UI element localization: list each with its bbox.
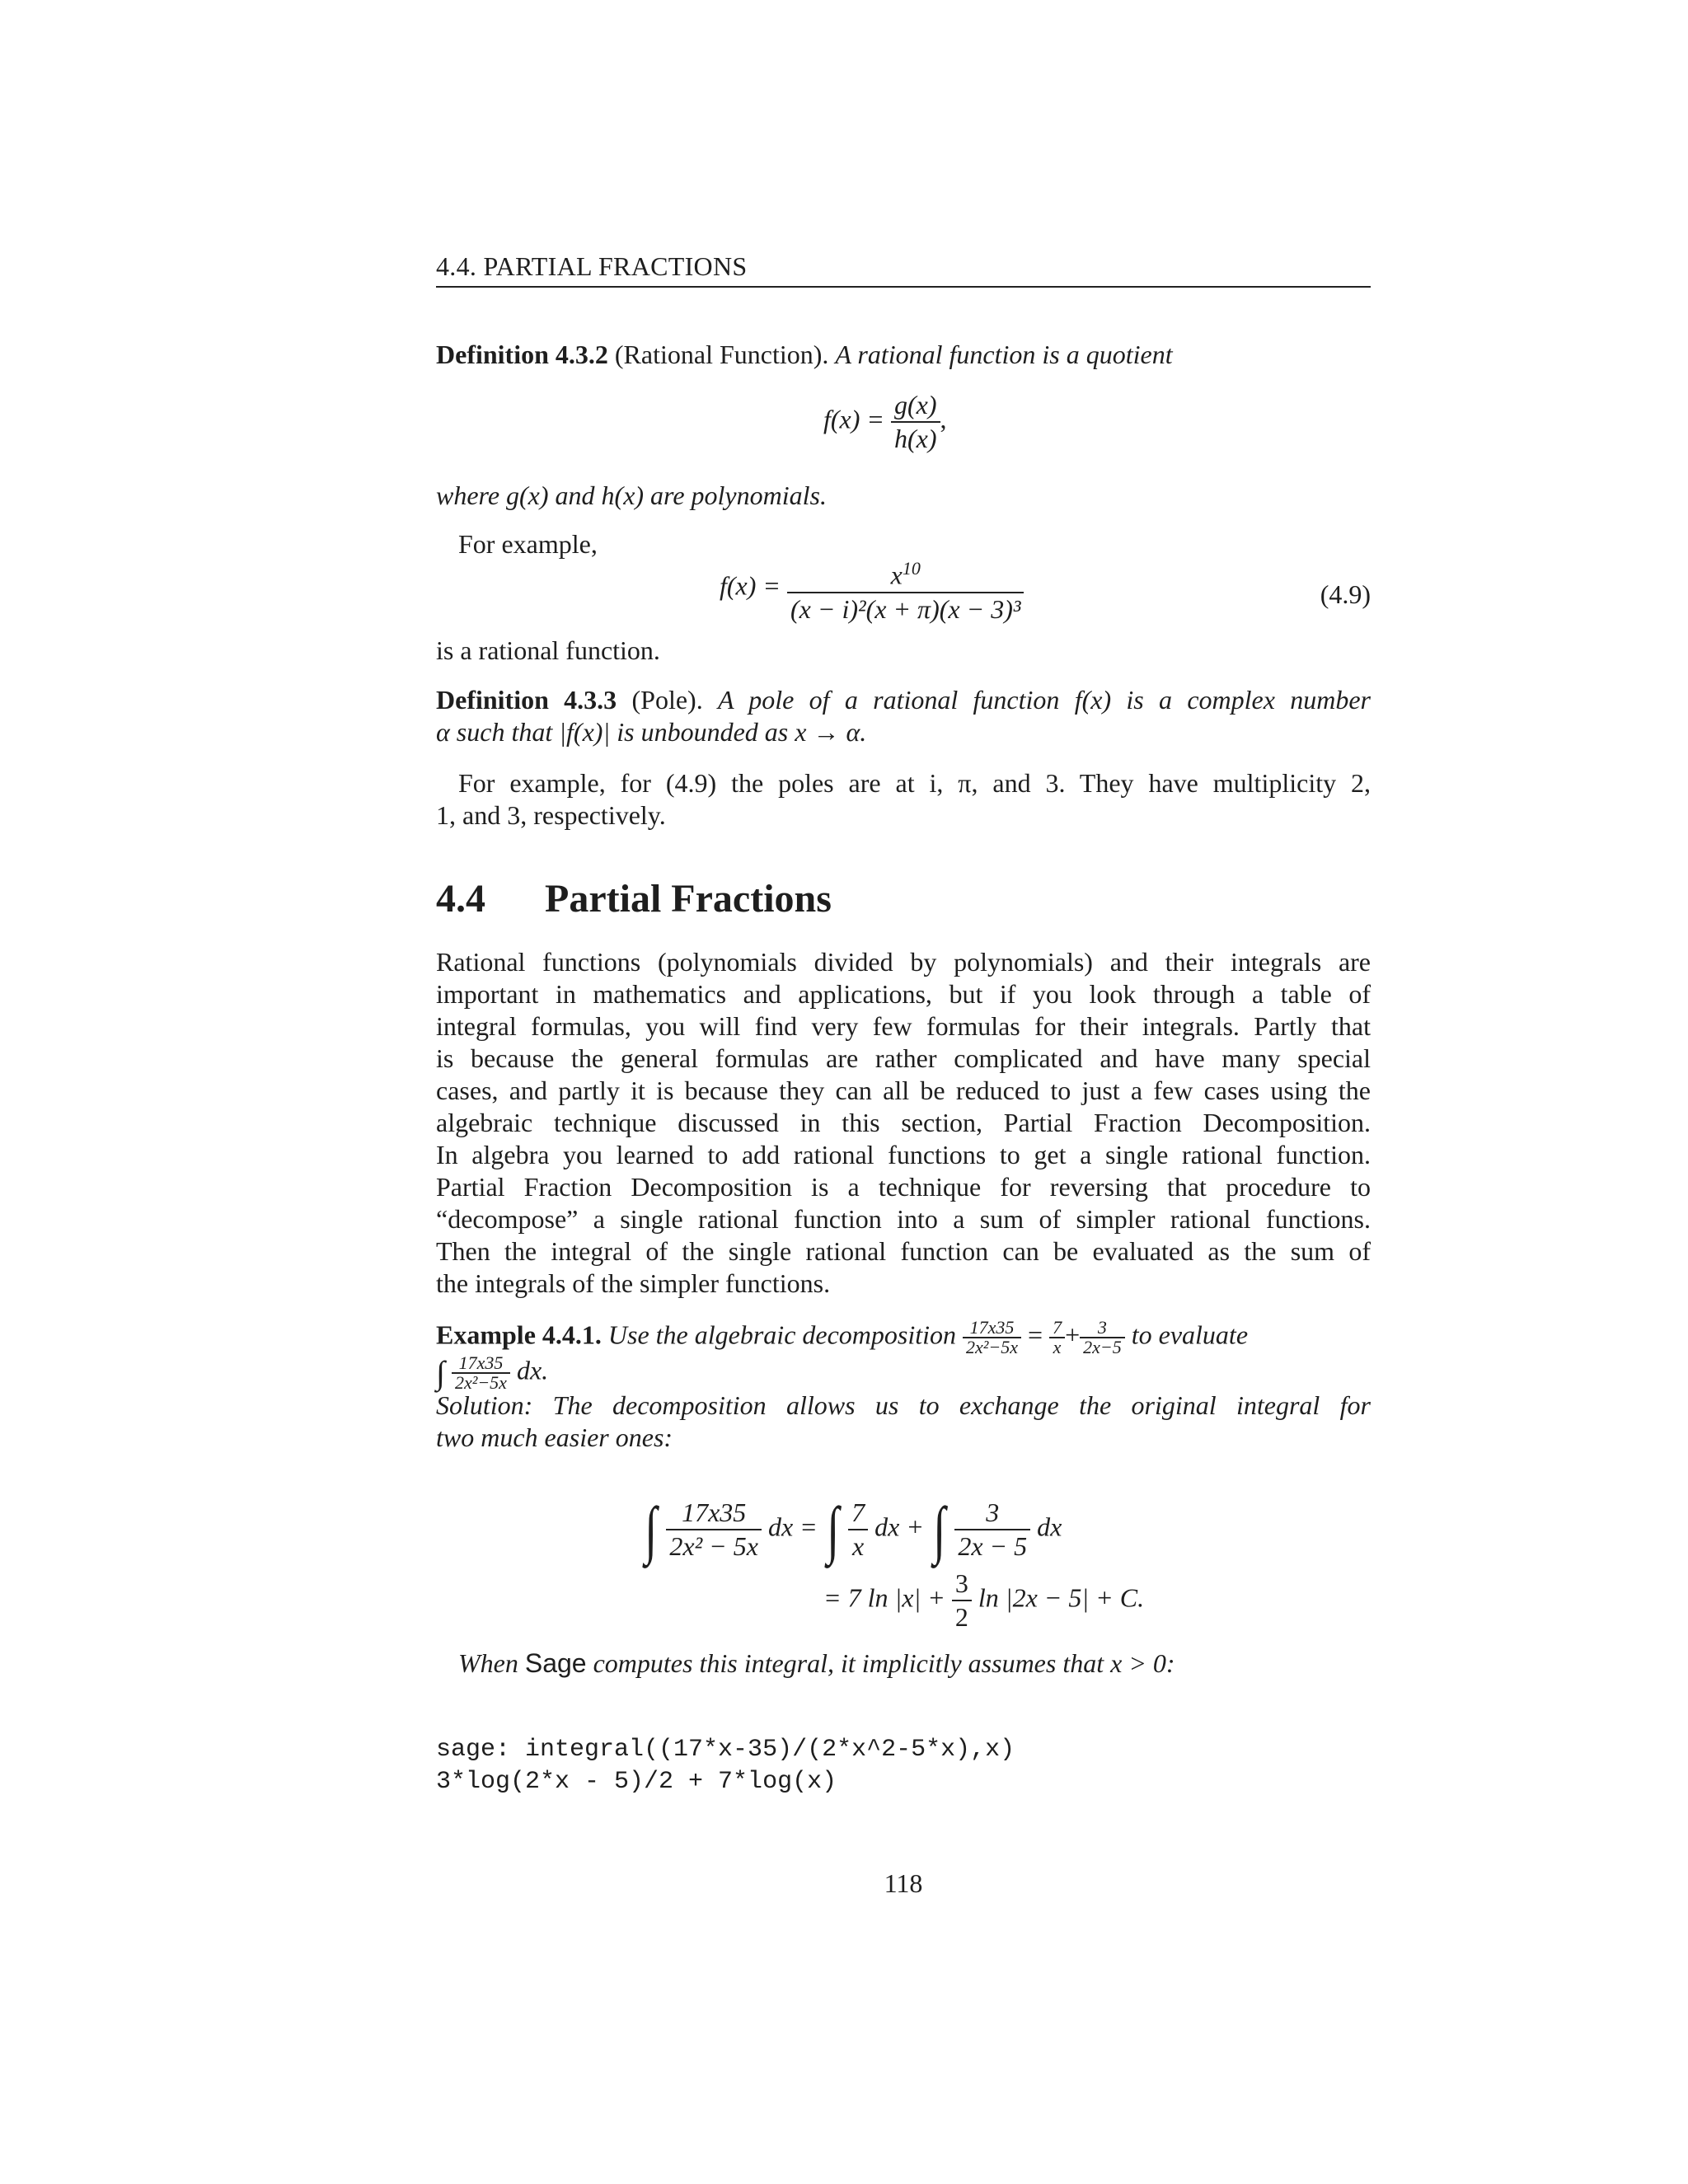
differential: dx — [1037, 1511, 1062, 1542]
page-number: 118 — [884, 1868, 923, 1898]
definition-label: Definition 4.3.3 — [436, 685, 617, 715]
body-line: algebraic technique discussed in this section, Partial Fraction Decomposition. — [436, 1108, 1371, 1137]
integral-sign: ∫ — [826, 1493, 839, 1565]
code-line: 3*log(2*x - 5)/2 + 7*log(x) — [436, 1768, 837, 1796]
term-fraction — [848, 1497, 868, 1563]
fraction-denominator: 2 — [952, 1600, 972, 1633]
code-line: sage: integral((17*x-35)/(2*x^2-5*x),x) — [436, 1736, 1015, 1764]
example-label: Example 4.4.1. — [436, 1319, 602, 1350]
definition-tail: where g(x) and h(x) are polynomials. — [436, 480, 827, 510]
sage-note — [458, 1647, 1175, 1680]
definition-line2: α such that |f(x)| is unbounded as x → α. — [436, 717, 867, 747]
quotient-fraction — [891, 389, 940, 455]
example-lead: For example, — [458, 529, 598, 559]
decomposition-lhs-fraction — [963, 1319, 1021, 1357]
numerator-exponent: 10 — [902, 558, 921, 579]
sage-note-post: computes this integral, it implicitly assumes that x > 0: — [593, 1648, 1175, 1678]
body-paragraph — [436, 946, 1371, 1300]
definition-line1: A pole of a rational function f(x) is a complex number — [717, 685, 1372, 715]
fraction-denominator: 2x²−5x — [452, 1372, 510, 1392]
decomposition-term2 — [1080, 1319, 1125, 1357]
body-line: cases, and partly it is because they can all be reduced to just a few cases using the — [436, 1076, 1371, 1105]
code-block — [436, 1734, 1015, 1798]
fraction-numerator: 7 — [851, 1497, 865, 1527]
equation-part: = 7 ln |x| + — [823, 1582, 945, 1613]
rational-fraction — [787, 552, 1024, 626]
integral-to-evaluate — [436, 1354, 548, 1392]
integrand-fraction — [452, 1354, 510, 1392]
body-line: the integrals of the simpler functions. — [436, 1268, 831, 1298]
sage-name: Sage — [524, 1648, 587, 1678]
body-line: Partial Fraction Decomposition is a technique for reversing that procedure to — [436, 1172, 1371, 1202]
body-line: “decompose” a single rational function into a sum of simpler rational functions. — [436, 1204, 1371, 1234]
example-4-4-1 — [436, 1319, 1371, 1357]
display-equation-line2 — [823, 1568, 1144, 1633]
solution-line2: two much easier ones: — [436, 1422, 673, 1452]
body-line: Rational functions (polynomials divided by polynomials) and their integrals are — [436, 947, 1371, 977]
definition-4-3-2 — [436, 339, 1173, 371]
fraction-denominator: x — [848, 1529, 868, 1563]
sage-note-pre: When — [458, 1648, 518, 1678]
fraction-numerator — [787, 552, 1024, 592]
equation-lhs: f(x) = — [823, 404, 884, 434]
equation-4-9 — [720, 552, 1024, 626]
header-rule — [436, 286, 1371, 288]
fraction-numerator: 17x35 — [458, 1352, 504, 1373]
fraction-numerator: 7 — [1053, 1317, 1062, 1338]
plus-sign: + — [1065, 1319, 1081, 1350]
decomposition-term1 — [1049, 1319, 1065, 1357]
fraction-numerator: 17x35 — [969, 1317, 1015, 1338]
fraction-denominator: x — [1049, 1337, 1065, 1357]
numerator-base: x — [890, 560, 903, 590]
integral-sign: ∫ — [933, 1493, 946, 1565]
display-equation-line1 — [642, 1493, 1062, 1565]
fraction-numerator: 3 — [986, 1497, 1000, 1527]
equation-lhs: f(x) = — [720, 570, 781, 601]
example-text: to evaluate — [1131, 1319, 1249, 1350]
fraction-denominator: h(x) — [891, 421, 940, 455]
running-head: 4.4. PARTIAL FRACTIONS — [436, 251, 748, 281]
poles-paragraph-line1: For example, for (4.9) the poles are at i, π, and 3. They have multiplicity 2, — [458, 768, 1371, 798]
fraction-denominator: 2x − 5 — [954, 1529, 1030, 1563]
equation-part: ln |2x − 5| + C. — [978, 1582, 1145, 1613]
example-after: is a rational function. — [436, 635, 660, 665]
differential: dx. — [516, 1355, 549, 1385]
poles-paragraph-line2: 1, and 3, respectively. — [436, 800, 666, 830]
body-line: In algebra you learned to add rational functions to get a single rational function. — [436, 1140, 1371, 1169]
fraction-denominator: 2x² − 5x — [666, 1529, 762, 1563]
equation-rational-quotient — [823, 389, 947, 455]
definition-intro: A rational function is a quotient — [835, 340, 1173, 369]
body-line: integral formulas, you will find very few formulas for their integrals. Partly that — [436, 1011, 1371, 1041]
body-line: important in mathematics and applications, but if you look through a table of — [436, 979, 1371, 1009]
fraction-denominator: 2x−5 — [1080, 1337, 1125, 1357]
section-heading — [436, 876, 832, 921]
example-text: Use the algebraic decomposition — [607, 1319, 957, 1350]
integrand-fraction — [666, 1497, 762, 1563]
fraction-numerator: 3 — [1097, 1317, 1107, 1338]
fraction-numerator: 3 — [954, 1568, 968, 1598]
equation-number: (4.9) — [1320, 579, 1371, 609]
body-line: Then the integral of the single rational function can be evaluated as the sum of — [436, 1236, 1371, 1266]
differential: dx + — [874, 1511, 924, 1542]
body-line: is because the general formulas are rather complicated and have many special — [436, 1043, 1371, 1073]
fraction-denominator: (x − i)²(x + π)(x − 3)³ — [787, 592, 1024, 626]
page — [436, 0, 1371, 2184]
integral-sign: ∫ — [436, 1354, 445, 1391]
section-number: 4.4 — [436, 877, 485, 921]
equals-sign: = — [1028, 1319, 1043, 1350]
term-fraction — [954, 1497, 1030, 1563]
definition-name: (Rational Function). — [614, 340, 829, 369]
definition-name: (Pole). — [631, 685, 703, 715]
section-title: Partial Fractions — [545, 877, 832, 921]
definition-4-3-3 — [436, 684, 1371, 716]
definition-label: Definition 4.3.2 — [436, 340, 608, 369]
coefficient-fraction — [952, 1568, 972, 1633]
integral-sign: ∫ — [645, 1493, 658, 1565]
differential: dx = — [767, 1511, 818, 1542]
solution-line1: Solution: The decomposition allows us to exchange the original integral for — [436, 1390, 1371, 1420]
fraction-numerator: g(x) — [894, 390, 937, 419]
fraction-numerator: 17x35 — [682, 1497, 747, 1527]
comma: , — [940, 404, 947, 434]
fraction-denominator: 2x²−5x — [963, 1337, 1021, 1357]
